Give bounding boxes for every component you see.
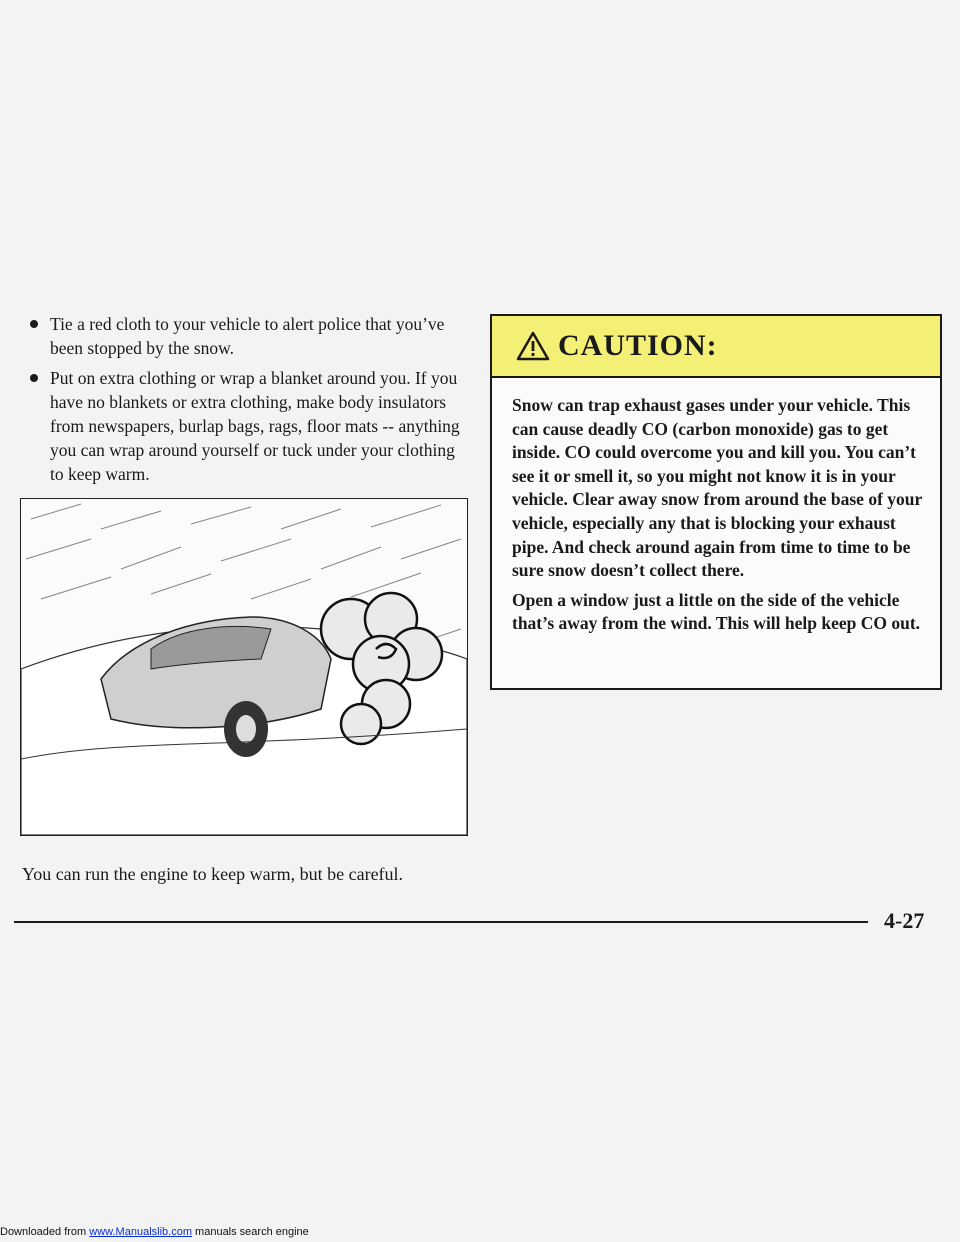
bullet-dot-icon bbox=[30, 320, 38, 328]
caution-header bbox=[492, 316, 940, 378]
bullet-text: Tie a red cloth to your vehicle to alert police that you’ve been stopped by the snow. bbox=[50, 314, 445, 358]
bullet-text: Put on extra clothing or wrap a blanket around you. If you have no blankets or extra clothing, make body insulators from newspapers, burlap bags, rags, floor mats -- anything you can wrap around yourself or tuck under your clothing to keep warm. bbox=[50, 368, 460, 484]
page-number: 4-27 bbox=[884, 908, 925, 933]
download-footer bbox=[0, 1226, 309, 1238]
snow-car-exhaust-icon bbox=[21, 499, 467, 835]
caution-title: CAUTION: bbox=[558, 329, 718, 362]
bullet-list bbox=[28, 312, 468, 492]
caution-body bbox=[492, 378, 940, 636]
body-text: You can run the engine to keep warm, but be careful. bbox=[22, 864, 404, 884]
caution-box bbox=[490, 314, 942, 690]
footer-suffix: manuals search engine bbox=[195, 1226, 309, 1238]
manualslib-link[interactable]: www.Manualslib.com bbox=[89, 1226, 192, 1238]
footer-prefix: Downloaded from bbox=[0, 1226, 87, 1238]
bullet-item bbox=[28, 366, 468, 486]
snowbound-car-illustration bbox=[20, 498, 468, 836]
caution-paragraph: Open a window just a little on the side of the vehicle that’s away from the wind. This will help keep CO out. bbox=[512, 589, 921, 634]
caution-paragraph: Snow can trap exhaust gases under your vehicle. This can cause deadly CO (carbon monoxide) gas to get inside. CO could overcome you and kill you. You can’t see it or smell it, so you might not know it is in your vehicle. Clear away snow from around the base of your vehicle, especially any that is blocking your exhaust pipe. And check around again from time to time to be sure snow doesn’t collect there. bbox=[512, 395, 922, 581]
warning-triangle-icon bbox=[516, 331, 550, 361]
footer-rule bbox=[14, 921, 868, 923]
bullet-item bbox=[28, 312, 468, 360]
bullet-dot-icon bbox=[30, 374, 38, 382]
